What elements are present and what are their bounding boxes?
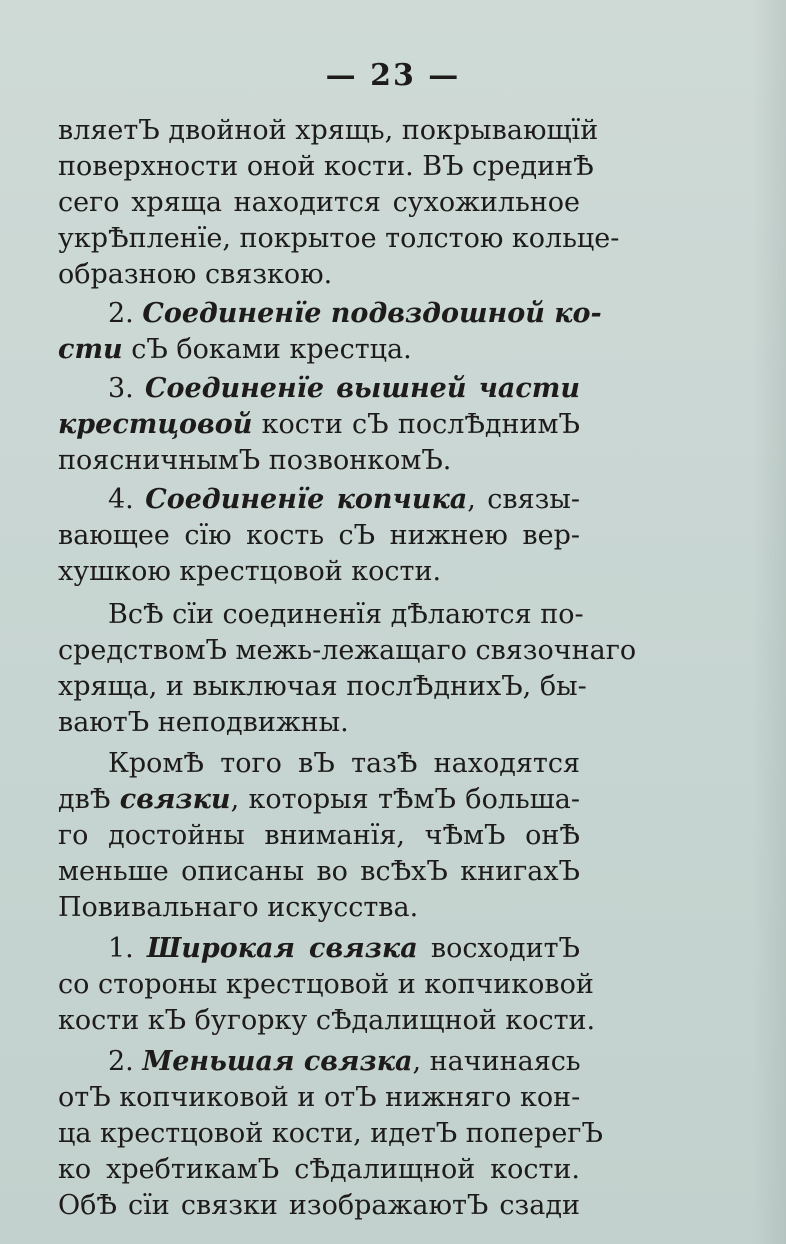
text-line: го достойны вниманїя, чѢмЪ онѢ: [58, 820, 580, 851]
text-line: ко хребтикамЪ сѢдалищной кости.: [58, 1154, 580, 1185]
text-line: образною связкою.: [58, 259, 333, 290]
text-line: поясничнымЪ позвонкомЪ.: [58, 445, 452, 476]
text-line: 2. Соединенїе подвздошной ко-: [108, 298, 602, 329]
text-line: крестцовой кости сЪ послѢднимЪ: [58, 409, 580, 440]
text-line: 2. Меньшая связка, начинаясь: [108, 1046, 581, 1077]
text-line: сти сЪ боками крестца.: [58, 334, 412, 365]
text-line: поверхности оной кости. ВЪ срединѢ: [58, 151, 594, 182]
text-line: кости кЪ бугорку сѢдалищной кости.: [58, 1005, 596, 1036]
text-line: ваютЪ неподвижны.: [58, 707, 349, 738]
page-gutter-shadow: [752, 0, 786, 1244]
text-line: со стороны крестцовой и копчиковой: [58, 969, 594, 1000]
text-line: 3. Соединенїе вышней части: [108, 373, 581, 404]
text-line: ца крестцовой кости, идетЪ поперегЪ: [58, 1118, 603, 1149]
text-line: Повивальнаго искусства.: [58, 892, 419, 923]
text-line: средствомЪ межь-лежащаго связочнаго: [58, 635, 637, 666]
text-line: хряща, и выключая послѢднихЪ, бы-: [58, 671, 587, 702]
text-line: 4. Соединенїе копчика, связы-: [108, 484, 580, 515]
text-line: КромѢ того вЪ тазѢ находятся: [108, 748, 580, 779]
text-line: отЪ копчиковой и отЪ нижняго кон-: [58, 1082, 581, 1113]
text-line: 1. Широкая связка восходитЪ: [108, 933, 580, 964]
text-line: ВсѢ сїи соединенїя дѢлаются по-: [108, 599, 584, 630]
text-line: хушкою крестцовой кости.: [58, 556, 442, 587]
text-line: ОбѢ сїи связки изображаютЪ сзади: [58, 1190, 580, 1221]
page-number: — 23 —: [325, 58, 461, 93]
text-line: укрѢпленїе, покрытое толстою кольце-: [58, 223, 620, 254]
text-line: двѢ связки, которыя тѢмЪ большa-: [58, 784, 580, 815]
text-line: сего хряща находится сухожильное: [58, 187, 580, 218]
text-line: вающее сїю кость сЪ нижнею вер-: [58, 520, 580, 551]
text-line: меньше описаны во всѢхЪ книгахЪ: [58, 856, 580, 887]
text-line: вляетЪ двойной хрящь, покрывающїй: [58, 115, 599, 146]
